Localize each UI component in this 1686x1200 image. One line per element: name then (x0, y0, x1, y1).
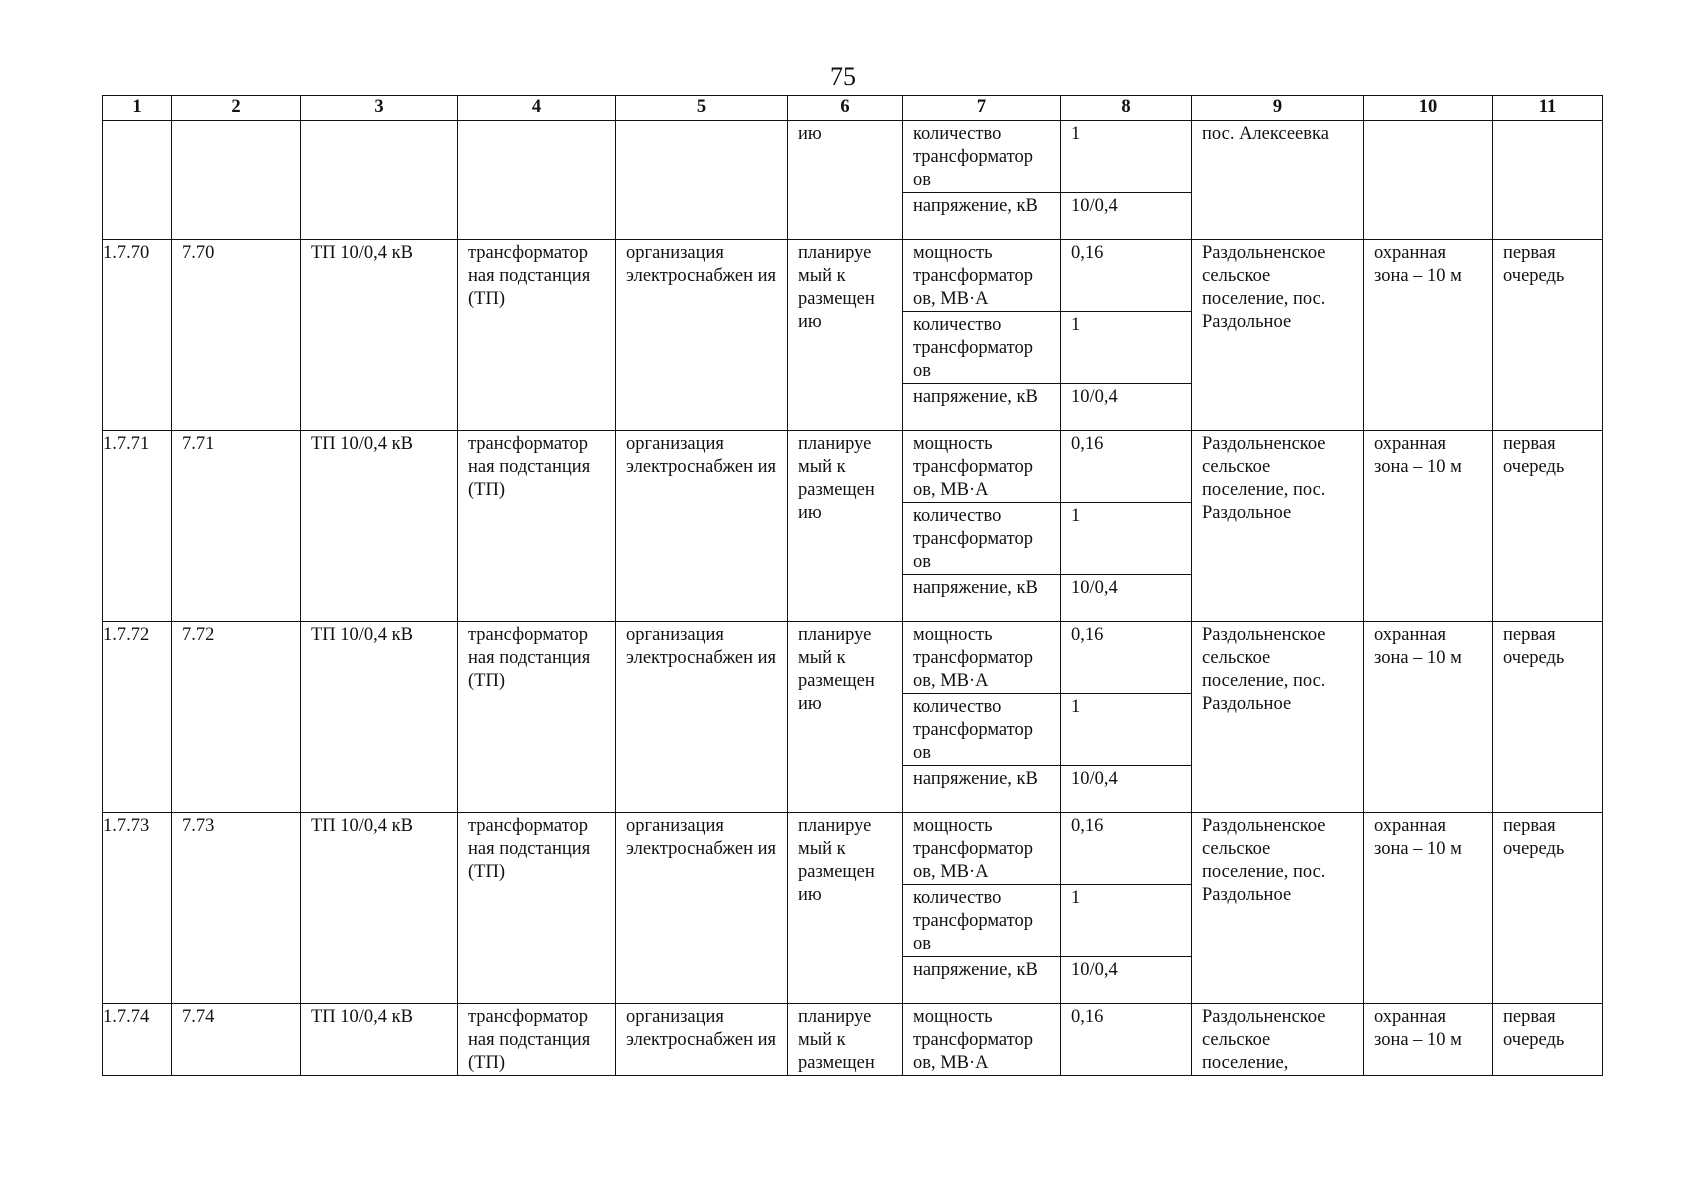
param-name-cell: мощность трансформатор ов, МВ·А (903, 240, 1061, 312)
cell (172, 121, 301, 240)
param-value-cell: 0,16 (1061, 431, 1192, 503)
param-value-cell: 1 (1061, 121, 1192, 193)
param-value-cell: 0,16 (1061, 813, 1192, 885)
zone-cell: охранная зона – 10 м (1364, 431, 1493, 622)
map-number-cell: 7.73 (172, 813, 301, 1004)
table-row (103, 431, 1603, 503)
page-number: 75 (830, 62, 856, 91)
param-value-cell: 1 (1061, 694, 1192, 766)
param-value-cell: 1 (1061, 503, 1192, 575)
param-value-cell: 0,16 (1061, 240, 1192, 312)
location-cell: Раздольненское сельское поселение, пос. Раздольное (1192, 813, 1364, 1004)
param-name-cell: напряжение, кВ (903, 575, 1061, 622)
stage-cell: первая очередь (1493, 813, 1603, 1004)
param-name-cell: мощность трансформатор ов, МВ·А (903, 1004, 1061, 1076)
param-name-cell: мощность трансформатор ов, МВ·А (903, 622, 1061, 694)
location-cell: Раздольненское сельское поселение, (1192, 1004, 1364, 1076)
location-cell: пос. Алексеевка (1192, 121, 1364, 240)
param-value-cell: 1 (1061, 885, 1192, 957)
map-number-cell: 7.70 (172, 240, 301, 431)
location-cell: Раздольненское сельское поселение, пос. Раздольное (1192, 240, 1364, 431)
object-name-cell: ТП 10/0,4 кВ (301, 431, 458, 622)
column-number-row (103, 96, 1603, 121)
param-name-cell: напряжение, кВ (903, 766, 1061, 813)
param-value-cell: 10/0,4 (1061, 766, 1192, 813)
stage-cell: первая очередь (1493, 240, 1603, 431)
object-type-cell: трансформатор ная подстанция (ТП) (458, 1004, 616, 1076)
object-name-cell: ТП 10/0,4 кВ (301, 622, 458, 813)
cell (103, 121, 172, 240)
param-name-cell: напряжение, кВ (903, 384, 1061, 431)
cell (1364, 121, 1493, 240)
column-header: 3 (301, 96, 458, 121)
cell (616, 121, 788, 240)
column-header: 9 (1192, 96, 1364, 121)
param-value-cell: 1 (1061, 312, 1192, 384)
location-cell: Раздольненское сельское поселение, пос. Раздольное (1192, 622, 1364, 813)
record-number-cell: 1.7.74 (103, 1004, 172, 1076)
column-header: 6 (788, 96, 903, 121)
table-row (103, 813, 1603, 885)
record-number-cell: 1.7.71 (103, 431, 172, 622)
param-name-cell: количество трансформатор ов (903, 121, 1061, 193)
param-value-cell: 10/0,4 (1061, 575, 1192, 622)
purpose-cell: организация электроснабжен ия (616, 622, 788, 813)
location-cell: Раздольненское сельское поселение, пос. Раздольное (1192, 431, 1364, 622)
object-name-cell: ТП 10/0,4 кВ (301, 1004, 458, 1076)
param-value-cell: 0,16 (1061, 622, 1192, 694)
record-number-cell: 1.7.73 (103, 813, 172, 1004)
param-value-cell: 0,16 (1061, 1004, 1192, 1076)
object-type-cell: трансформатор ная подстанция (ТП) (458, 813, 616, 1004)
cell (458, 121, 616, 240)
column-header: 7 (903, 96, 1061, 121)
column-header: 10 (1364, 96, 1493, 121)
purpose-cell: организация электроснабжен ия (616, 240, 788, 431)
cell (301, 121, 458, 240)
table-row (103, 240, 1603, 312)
column-header: 5 (616, 96, 788, 121)
param-name-cell: мощность трансформатор ов, МВ·А (903, 813, 1061, 885)
status-cell: планируе мый к размещен ию (788, 431, 903, 622)
zone-cell: охранная зона – 10 м (1364, 1004, 1493, 1076)
cell (1493, 121, 1603, 240)
stage-cell: первая очередь (1493, 431, 1603, 622)
status-cell: планируе мый к размещен ию (788, 240, 903, 431)
param-name-cell: количество трансформатор ов (903, 503, 1061, 575)
stage-cell: первая очередь (1493, 1004, 1603, 1076)
zone-cell: охранная зона – 10 м (1364, 240, 1493, 431)
table-row (103, 121, 1603, 193)
object-type-cell: трансформатор ная подстанция (ТП) (458, 431, 616, 622)
param-name-cell: количество трансформатор ов (903, 885, 1061, 957)
param-name-cell: напряжение, кВ (903, 193, 1061, 240)
purpose-cell: организация электроснабжен ия (616, 431, 788, 622)
column-header: 4 (458, 96, 616, 121)
column-header: 8 (1061, 96, 1192, 121)
status-cell: планируе мый к размещен ию (788, 813, 903, 1004)
object-name-cell: ТП 10/0,4 кВ (301, 240, 458, 431)
object-type-cell: трансформатор ная подстанция (ТП) (458, 622, 616, 813)
zone-cell: охранная зона – 10 м (1364, 622, 1493, 813)
map-number-cell: 7.74 (172, 1004, 301, 1076)
object-name-cell: ТП 10/0,4 кВ (301, 813, 458, 1004)
purpose-cell: организация электроснабжен ия (616, 813, 788, 1004)
param-name-cell: количество трансформатор ов (903, 694, 1061, 766)
record-number-cell: 1.7.72 (103, 622, 172, 813)
param-name-cell: мощность трансформатор ов, МВ·А (903, 431, 1061, 503)
param-value-cell: 10/0,4 (1061, 957, 1192, 1004)
zone-cell: охранная зона – 10 м (1364, 813, 1493, 1004)
record-number-cell: 1.7.70 (103, 240, 172, 431)
column-header: 2 (172, 96, 301, 121)
status-cell: планируе мый к размещен (788, 1004, 903, 1076)
status-cell: планируе мый к размещен ию (788, 622, 903, 813)
object-type-cell: трансформатор ная подстанция (ТП) (458, 240, 616, 431)
param-name-cell: напряжение, кВ (903, 957, 1061, 1004)
column-header: 1 (103, 96, 172, 121)
param-value-cell: 10/0,4 (1061, 384, 1192, 431)
purpose-cell: организация электроснабжен ия (616, 1004, 788, 1076)
stage-cell: первая очередь (1493, 622, 1603, 813)
purpose-status-cell: ию (788, 121, 903, 240)
map-number-cell: 7.72 (172, 622, 301, 813)
param-value-cell: 10/0,4 (1061, 193, 1192, 240)
map-number-cell: 7.71 (172, 431, 301, 622)
column-header: 11 (1493, 96, 1603, 121)
param-name-cell: количество трансформатор ов (903, 312, 1061, 384)
table-row (103, 1004, 1603, 1076)
objects-table (102, 95, 1603, 1076)
table-row (103, 622, 1603, 694)
